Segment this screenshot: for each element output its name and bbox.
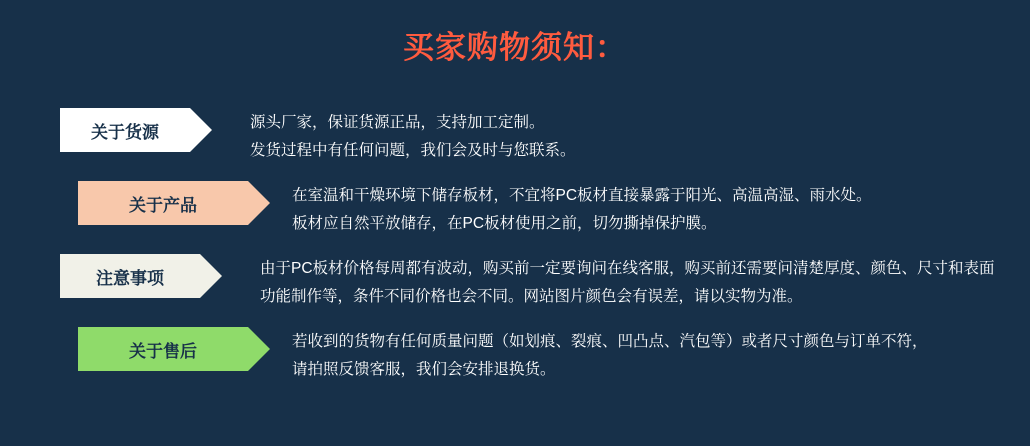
section-body-product (292, 181, 1030, 238)
notice-row (0, 327, 1030, 384)
tag-arrow-icon (248, 181, 270, 225)
tag-label-wrap (60, 108, 190, 152)
body-line: 源头厂家，保证货源正品，支持加工定制。 (250, 114, 545, 131)
tag-label: 关于产品 (129, 195, 197, 215)
body-line: 若收到的货物有任何质量问题（如划痕、裂痕、凹凸点、汽包等）或者尺寸颜色与订单不符， (292, 333, 928, 350)
tag-label: 关于货源 (91, 122, 159, 142)
body-line: 发货过程中有任何问题，我们会及时与您联系。 (250, 142, 576, 159)
tag-label: 关于售后 (129, 341, 197, 361)
tag-label-wrap (78, 181, 248, 225)
body-line: 功能制作等，条件不同价格也会不同。网站图片颜色会有误差，请以实物为准。 (260, 288, 803, 305)
tag-label-wrap (78, 327, 248, 371)
section-tag-aftersales (78, 327, 248, 371)
tag-arrow-icon (248, 327, 270, 371)
body-line: 在室温和干燥环境下储存板材，不宜将PC板材直接暴露于阳光、高温高湿、雨水处。 (292, 187, 872, 204)
section-body-source (250, 108, 1030, 165)
section-tag-source (60, 108, 190, 152)
body-line: 请拍照反馈客服，我们会安排退换货。 (292, 361, 556, 378)
section-tag-product (78, 181, 248, 225)
section-body-attention (260, 254, 1030, 311)
tag-label: 注意事项 (96, 268, 164, 288)
notice-row (0, 108, 1030, 165)
notice-sections (0, 108, 1030, 400)
notice-row (0, 181, 1030, 238)
page-title: 买家购物须知： (403, 30, 627, 65)
tag-label-wrap (60, 254, 200, 298)
tag-arrow-icon (200, 254, 222, 298)
body-line: 由于PC板材价格每周都有波动，购买前一定要询问在线客服，购买前还需要问清楚厚度、颜色、尺寸和表面 (260, 260, 995, 277)
notice-row (0, 254, 1030, 311)
section-tag-attention (60, 254, 200, 298)
section-body-aftersales (292, 327, 1030, 384)
body-line: 板材应自然平放储存，在PC板材使用之前，切勿撕掉保护膜。 (292, 215, 717, 232)
tag-arrow-icon (190, 108, 212, 152)
